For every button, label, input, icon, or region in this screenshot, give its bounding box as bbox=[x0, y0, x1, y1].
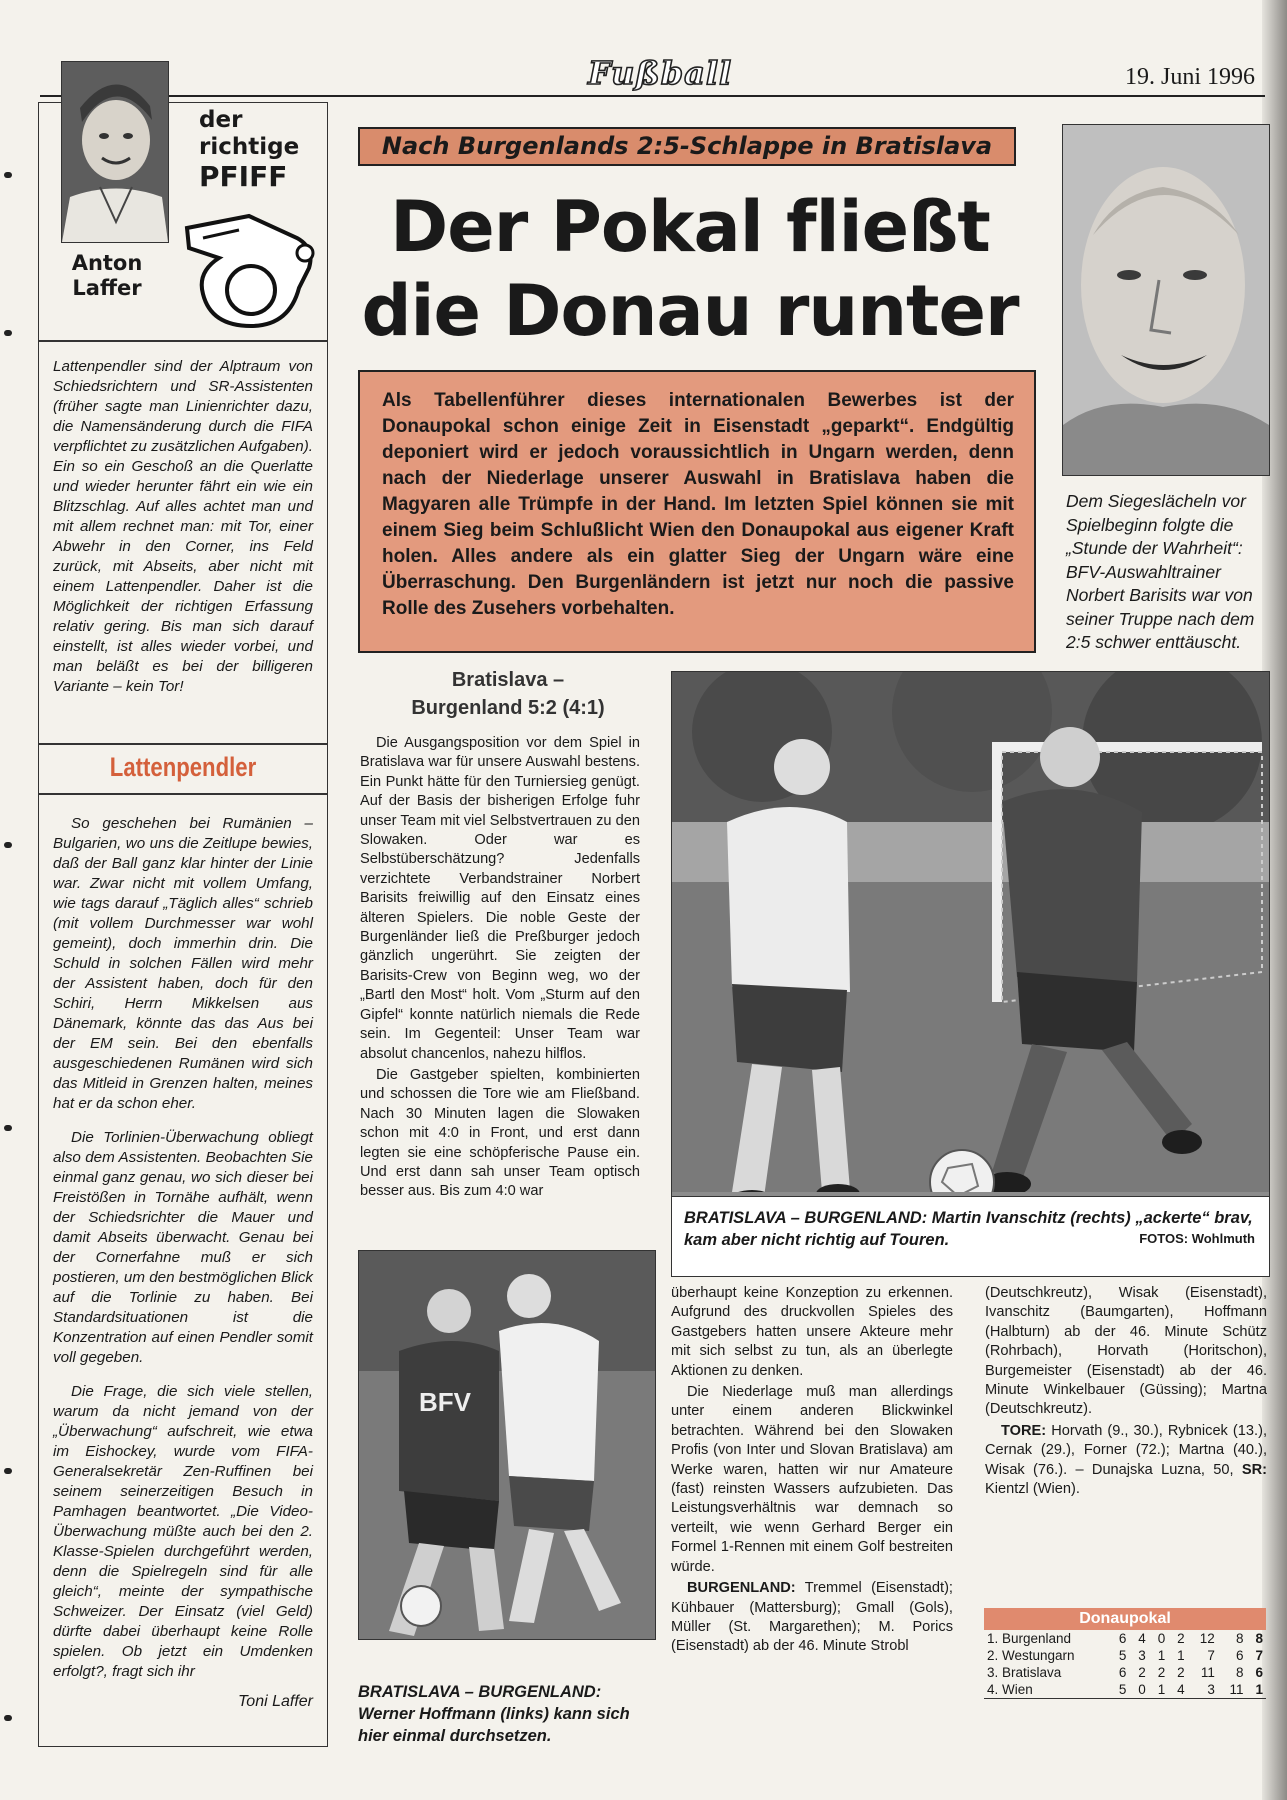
body-paragraph: Die Gastgeber spielten, kombinierten und schossen die Tore wie am Fließband. Nach 30 Minuten lagen die Slowaken schon mit 4:0 in Front, und erst dann legten sie eine schöpferische Pause ein. Und erst dann sah unser Team optisch besser aus. Bis zum 4:0 war bbox=[360, 1066, 640, 1200]
standings-cell-pts: 1 bbox=[1255, 1682, 1263, 1697]
logo-word: PFIFF bbox=[199, 160, 288, 193]
standings-cell-l: 2 bbox=[1177, 1665, 1185, 1680]
standings-cell-w: 3 bbox=[1138, 1648, 1146, 1663]
column-logo bbox=[199, 107, 299, 193]
standings-cell-goals: 3 bbox=[1207, 1682, 1215, 1697]
standings-cell-w: 0 bbox=[1138, 1682, 1146, 1697]
binding-hole bbox=[4, 1715, 12, 1721]
standings-cell-l: 2 bbox=[1177, 1631, 1185, 1646]
columnist-photo bbox=[61, 61, 169, 243]
standings-cell-s: 5 bbox=[1118, 1648, 1127, 1663]
standings-cell-d: 1 bbox=[1157, 1648, 1166, 1663]
standings-cell-team: 3. Bratislava bbox=[987, 1665, 1062, 1680]
table-row bbox=[984, 1647, 1266, 1664]
column-intro-box bbox=[38, 340, 328, 745]
match-title-line: Bratislava – bbox=[451, 669, 565, 691]
column-body bbox=[53, 814, 313, 1712]
standings-title: Donaupokal bbox=[984, 1608, 1266, 1630]
logo-word: der bbox=[199, 107, 243, 133]
whistle-icon bbox=[179, 208, 319, 333]
lineup-text: Tremmel (Eisenstadt); Kühbauer (Mattersburg); Gmall (Gols), Müller (St. Margarethen); M. Porics (Eisenstadt) ab der 46. Minute Strobl bbox=[671, 1580, 953, 1655]
trainer-portrait bbox=[1062, 124, 1270, 476]
article-body-1 bbox=[360, 734, 640, 1204]
headline bbox=[345, 185, 1035, 353]
standings-cell-l: 1 bbox=[1177, 1648, 1185, 1663]
column-paragraph: Die Torlinien-Überwachung obliegt also dem Assistenten. Beobachten Sie einmal ganz genau, wo sich dieser bei Freistößen in Tornähe aufhält, wenn der Schiedsrichter die Mauer und damit Abseits überwacht. Genau bei der Cornerfahne muß er sich postieren, um den bestmöglichen Blick auf die Torlinie zu haben. Bei Standardsituationen ist die Konzentration auf einen Pendler somit voll gegeben. bbox=[53, 1129, 314, 1366]
match-photo-small bbox=[358, 1250, 656, 1640]
header-rule bbox=[40, 95, 1265, 97]
column-body-box bbox=[38, 793, 328, 1747]
table-row bbox=[984, 1664, 1266, 1681]
caption-panel bbox=[672, 1196, 1269, 1277]
columnist-name: Anton Laffer bbox=[71, 251, 143, 300]
sr-text: Kientzl (Wien). bbox=[985, 1481, 1080, 1498]
standings-cell-team: 4. Wien bbox=[987, 1682, 1033, 1697]
standings-cell-pts: 8 bbox=[1255, 1631, 1263, 1646]
standings-cell-pts: 7 bbox=[1255, 1648, 1263, 1663]
standings-cell-d: 1 bbox=[1157, 1682, 1166, 1697]
standings-cell-s: 6 bbox=[1118, 1631, 1127, 1646]
binding-hole bbox=[4, 330, 12, 336]
lead-text: Als Tabellenführer dieses internationalen Bewerbes ist der Donaupokal schon einige Zeit in Eisenstadt „geparkt“. Endgültig deponiert wird er jedoch voraussichtlich in Ungarn werden, denn nach der Niederlage unserer Auswahl in Bratislava haben die Magyaren alle Trümpfe in der Hand. Im letzten Spiel können sie mit einem Sieg beim Schlußlicht Wien den Donaupokal aus eigener Kraft holen. Alles andere als ein glatter Sieg der Ungarn wäre eine Überraschung. Den Burgenländern ist jetzt nur noch die passive Rolle des Zusehers vorbehalten. bbox=[382, 390, 1014, 619]
standings-cell-s: 5 bbox=[1118, 1682, 1127, 1697]
kicker: Nach Burgenlands 2:5-Schlappe in Bratislava bbox=[381, 132, 993, 160]
standings-cell-ga: 8 bbox=[1236, 1631, 1244, 1646]
match-title-line: Burgenland 5:2 (4:1) bbox=[411, 697, 605, 719]
binding-hole bbox=[4, 1125, 12, 1131]
standings-cell-goals: 7 bbox=[1207, 1648, 1215, 1663]
tore-text: Horvath (9., 30.), Rybnicek (13.), Cernak (29.), Forner (72.); Martna (40.), Wisak (76.). – Dunajska Luzna, 50, bbox=[985, 1422, 1267, 1478]
lineup-paragraph bbox=[671, 1579, 953, 1657]
standings-cell-team: 1. Burgenland bbox=[987, 1631, 1072, 1646]
standings-cell-s: 6 bbox=[1118, 1665, 1127, 1680]
standings-cell-pts: 6 bbox=[1255, 1665, 1263, 1680]
result-paragraph bbox=[985, 1422, 1267, 1500]
standings-table bbox=[984, 1608, 1266, 1699]
issue-date: 19. Juni 1996 bbox=[1125, 64, 1256, 90]
standings-grid bbox=[984, 1630, 1266, 1698]
binding-hole bbox=[4, 1468, 12, 1474]
standings-cell-l: 4 bbox=[1177, 1682, 1185, 1697]
binding-hole bbox=[4, 172, 12, 178]
standings-cell-ga: 6 bbox=[1236, 1648, 1244, 1663]
match-photo-main bbox=[671, 671, 1270, 1277]
column-signature: Toni Laffer bbox=[237, 1693, 313, 1710]
column-intro: Lattenpendler sind der Alptraum von Schiedsrichtern und SR-Assistenten (früher sagte man Linienrichter dazu, die Namensänderung durch die FIFA verpflichtet zu zusätzlichen Aufgaben). Ein so ein Geschoß an die Querlatte und wieder herunter fährt ein wie ein Blitzschlag. Auf alles achtet man und mit allem rechnet man: mit Tor, einer Abwehr in den Corner, ins Feld zurück, mit Abseits, aber nicht mit einem Lattenpendler. Daher ist die Möglichkeit der richtigen Erfassung relativ gering. Bis man sich darauf einstellt, ist alles wieder vorbei, und man beläßt es bei der billigeren Variante – kein Tor! bbox=[53, 358, 313, 695]
standings-cell-ga: 11 bbox=[1229, 1682, 1244, 1697]
column-heading: Lattenpendler bbox=[109, 752, 257, 782]
lead-box bbox=[358, 370, 1036, 653]
body-paragraph: (Deutschkreutz), Wisak (Eisenstadt), Ivanschitz (Baumgarten), Hoffmann (Halbturn) ab der 46. Minute Schütz (Rohrbach), Horvath (Horitschon), Burgemeister (Eisenstadt) ab der 46. Minute Winkelbauer (Güssing); Martna (Deutschkreutz). bbox=[985, 1285, 1267, 1418]
logo-word: richtige bbox=[199, 134, 300, 160]
column-logo-box bbox=[38, 102, 328, 342]
article-body-2 bbox=[671, 1284, 953, 1659]
table-row bbox=[984, 1630, 1266, 1647]
standings-cell-w: 4 bbox=[1138, 1631, 1146, 1646]
table-row bbox=[984, 1681, 1266, 1698]
binding-hole bbox=[4, 842, 12, 848]
standings-cell-d: 2 bbox=[1157, 1665, 1166, 1680]
headline-line: die Donau runter bbox=[361, 270, 1019, 352]
sr-label: SR: bbox=[1241, 1461, 1267, 1478]
article-body-3 bbox=[985, 1284, 1267, 1501]
standings-cell-ga: 8 bbox=[1236, 1665, 1244, 1680]
tore-label: TORE: bbox=[1001, 1422, 1047, 1439]
column-heading-box bbox=[38, 743, 328, 795]
shirt-text: BFV bbox=[419, 1387, 471, 1417]
standings-cell-team: 2. Westungarn bbox=[987, 1648, 1075, 1663]
match-title bbox=[358, 666, 658, 722]
standings-cell-w: 2 bbox=[1138, 1665, 1146, 1680]
body-paragraph: überhaupt keine Konzeption zu erkennen. Aufgrund des druckvollen Spieles des Gastgebers hatten unsere Akteure mehr mit sich selbst zu tun, als an überlegte Aktionen zu denken. bbox=[671, 1285, 953, 1379]
photo-credit: FOTOS: Wohlmuth bbox=[1139, 1231, 1255, 1246]
column-paragraph: Die Frage, die sich viele stellen, warum da nicht jemand von der „Überwachung“ aufschreit, wie etwa im Eishockey, wurde vom FIFA-Generalsekretär Zen-Ruffinen bei seinem seinerzeitigen Besuch in Pamhagen beantwortet. „Die Video-Überwachung müßte auch bei den 2. Klasse-Spielen durchgeführt werden, denn die Spielregeln sind für alle gleich“, meinte der sympathische Schweizer. Der Einsatz (viel Geld) dürfte dabei überhaupt keine Rolle spielen. Ob jetzt ein Umdenken erfolgt?, fragt sich ihr bbox=[53, 1383, 313, 1680]
section-title: Fußball bbox=[588, 54, 733, 92]
standings-cell-d: 0 bbox=[1157, 1631, 1166, 1646]
kicker-box bbox=[358, 127, 1016, 166]
column-paragraph: So geschehen bei Rumänien – Bulgarien, wo uns die Zeitlupe bewies, daß der Ball ganz klar hinter der Linie war. Zwar nicht mit vollem Umfang, wie tags darauf „Täglich alles“ schrieb (mit vollem Durchmesser war wohl gemeint), doch immerhin drin. Die Schuld in solchen Fällen wird mehr der Assistent haben, doch für den Schiri, Herrn Mikkelsen aus Dänemark, könnte das das Aus bei der EM sein. Bei den ebenfalls ausgeschiedenen Rumänen wird sich das Mitleid in Grenzen halten, meines hat er da schon eher. bbox=[53, 815, 313, 1112]
small-photo-caption: BRATISLAVA – BURGENLAND: Werner Hoffmann (links) kann sich hier einmal durchsetzen. bbox=[358, 1683, 630, 1745]
portrait-caption: Dem Siegeslächeln vor Spielbeginn folgte die „Stunde der Wahrheit“: BFV-Auswahltrainer Norbert Barisits war von seiner Truppe nach dem 2:5 schwer enttäuscht. bbox=[1066, 491, 1255, 652]
headline-line: Der Pokal fließt bbox=[390, 186, 990, 268]
lineup-label: BURGENLAND: bbox=[687, 1580, 796, 1597]
body-paragraph: Die Niederlage muß man allerdings unter einem anderen Blickwinkel betrachten. Während bei den Slowaken Profis (von Inter und Slovan Bratislava) am Werke waren, hatten wir nur Amateure (fast) reinsten Wassers aufzubieten. Das Leistungsverhältnis war demnach so verteilt, wie wenn Gerhard Berger ein Formel 1-Rennen mit einem Golf bestreiten würde. bbox=[671, 1384, 953, 1575]
body-paragraph: Die Ausgangsposition vor dem Spiel in Bratislava war für unsere Auswahl bestens. Ein Punkt hätte für den Turniersieg genügt. Auf der Basis der bisherigen Erfolge fuhr unser Team mit viel Selbstvertrauen zu den Slowaken. Oder war es Selbstüberschätzung? Jedenfalls verzichtete Verbandstrainer Norbert Barisits freiwillig auf den Einsatz eines älteren Spielers. Die noble Geste der Burgenländer ließ die Preßburger jedoch gänzlich ungerührt. Sie zeigten der Barisits-Crew von Beginn weg, wo der „Bartl den Most“ holt. Vom „Sturm auf den Gipfel“ konnte natürlich niemals die Rede sein. Im Gegenteil: Unser Team war absolut chancenlos, nahezu hilflos. bbox=[360, 735, 640, 1062]
standings-cell-goals: 11 bbox=[1200, 1665, 1215, 1680]
main-photo-caption: BRATISLAVA – BURGENLAND: Martin Ivanschitz (rechts) „ackerte“ brav, kam aber nicht richtig auf Touren. bbox=[684, 1209, 1253, 1249]
standings-cell-goals: 12 bbox=[1199, 1631, 1215, 1646]
